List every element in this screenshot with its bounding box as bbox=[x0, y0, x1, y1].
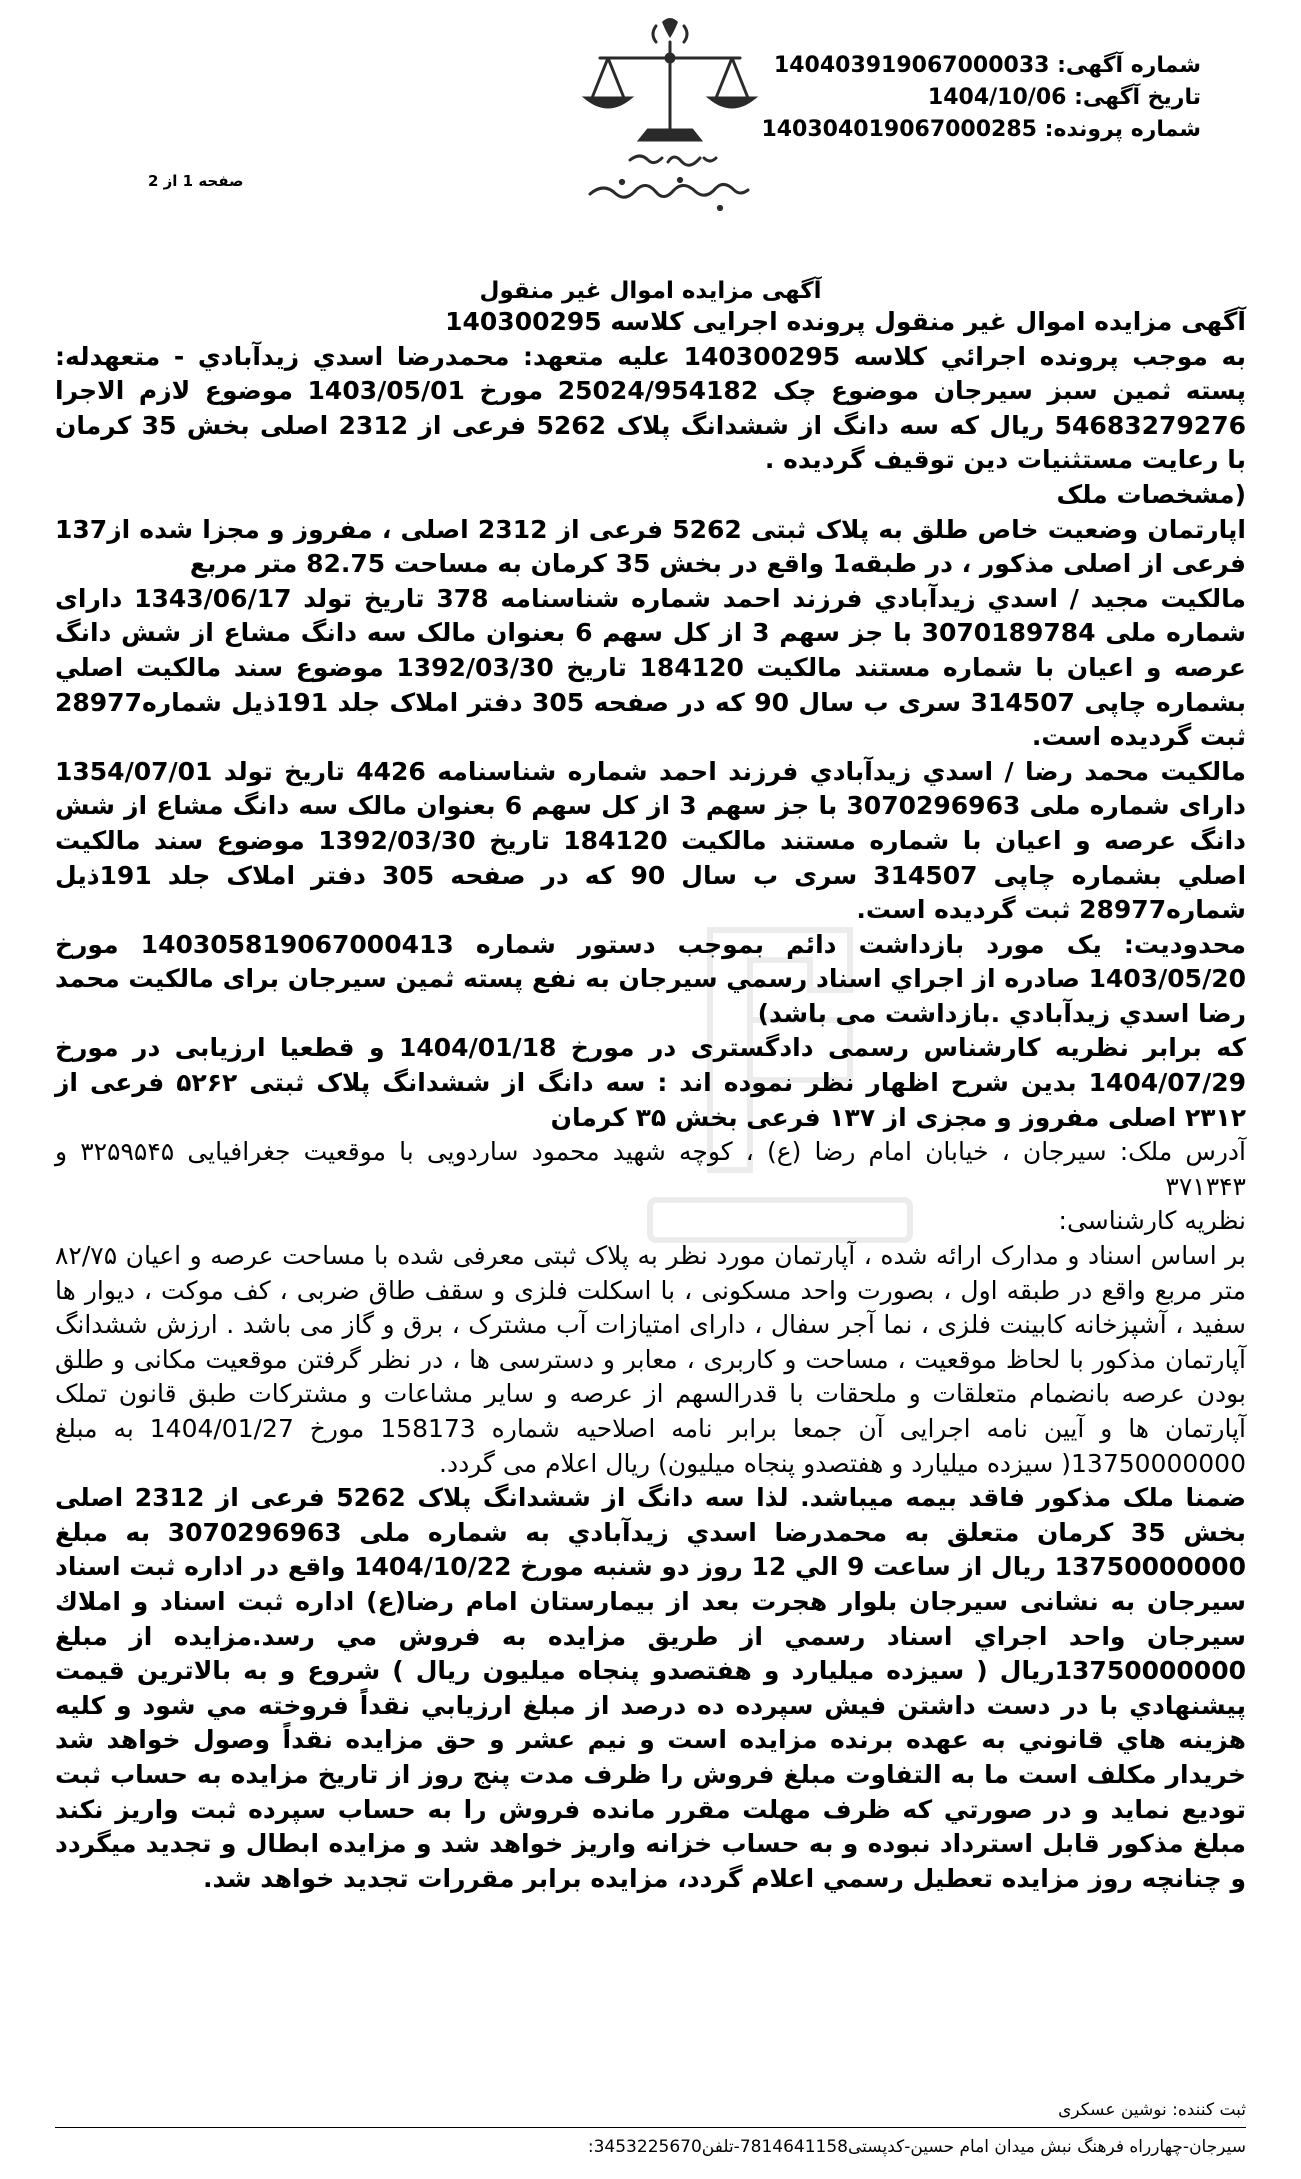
page-indicator: صفحه 1 از 2 bbox=[148, 172, 244, 190]
paragraph-apartment-status: اپارتمان وضعیت خاص طلق به پلاک ثبتی 5262 فرعی از 2312 اصلی ، مفروز و مجزا شده از137 فرعی از اصلی مذکور ، در طبقه1 واقع در بخش 35 کرمان به مساحت 82.75 متر مربع bbox=[55, 514, 1246, 579]
paragraph-property-heading: (مشخصات ملک bbox=[1056, 479, 1246, 509]
notice-number-row bbox=[741, 50, 1201, 82]
registrar-row bbox=[55, 2095, 1246, 2125]
notice-footer bbox=[55, 2095, 1246, 2162]
notice-date-row bbox=[741, 82, 1201, 114]
paragraph-auction-terms: ضمنا ملک مذکور فاقد بیمه میباشد. لذا سه دانگ از ششدانگ پلاک 5262 فرعی از 2312 اصلی بخش 35 کرمان متعلق به محمدرضا اسدي زيدآبادي به شماره ملی 3070296963 به مبلغ 13750000000 ریال از ساعت 9 الي 12 روز دو شنبه مورخ 1404/10/22 واقع در اداره ثبت اسناد سيرجان به نشانی سيرجان بلوار هجرت بعد از بيمارستان امام رضا(ع) اداره ثبت اسناد و املاك سيرجان واحد اجراي اسناد رسمي از طريق مزايده به فروش مي رسد.مزايده از مبلغ 13750000000ريال ( سیزده میلیارد و هفتصدو پنجاه میلیون ریال ) شروع و به بالاترين قيمت پيشنهادي با در دست داشتن فيش سپرده ده درصد از مبلغ ارزيابي نقداً فروخته مي شود و كليه هزينه هاي قانوني به عهده برنده مزايده است و نيم عشر و حق مزايده نقداً وصول خواهد شد خريدار مكلف است ما به التفاوت مبلغ فروش را ظرف مدت پنج روز از تاريخ مزايده به حساب ثبت توديع نمايد و در صورتي كه ظرف مهلت مقرر مانده فروش را به حساب سپرده ثبت واريز نكند مبلغ مذكور قابل استرداد نبوده و به حساب خزانه واريز خواهد شد و مزايده ابطال و تجديد ميگردد و چنانچه روز مزايده تعطيل رسمي اعلام گردد، مزايده برابر مقررات تجديد خواهد شد. bbox=[55, 1483, 1246, 1893]
paragraph-owner-majid: مالکیت مجید / اسدي زيدآبادي فرزند احمد شماره شناسنامه 378 تاریخ تولد 1343/06/17 دارای شماره ملی 3070189784 با جز سهم 3 از کل سهم 6 بعنوان مالک سه دانگ مشاع از شش دانگ عرصه و اعیان با شماره مستند مالکیت 184120 تاریخ 1392/03/30 موضوع سند مالکیت اصلي بشماره چاپی 314507 سری ب سال 90 که در صفحه 305 دفتر املاک جلد 191ذیل شماره28977 ثبت گردیده است. bbox=[55, 583, 1247, 752]
notice-number: 140403919067000033 bbox=[773, 53, 1050, 78]
office-address: سیرجان-چهارراه فرهنگ نبش میدان امام حسین-کدپستی7814641158-تلفن3453225670: bbox=[587, 2137, 1246, 2157]
notice-title: آگهی مزایده اموال غیر منقول bbox=[479, 278, 822, 304]
case-number-label: شماره پرونده: bbox=[1044, 117, 1201, 142]
paragraph-address: آدرس ملک: سیرجان ، خیابان امام رضا (ع) ، کوچه شهید محمود ساردویی با موقعیت جغرافیایی ۳۲۵۹۵۴۵ و ۳۷۱۳۴۳ bbox=[55, 1137, 1246, 1201]
registrar-label: ثبت کننده: bbox=[1172, 2100, 1246, 2120]
paragraph-case-heading: آگهی مزایده اموال غیر منقول پرونده اجرایی کلاسه 140300295 bbox=[445, 307, 1246, 336]
judiciary-scales-emblem-icon bbox=[560, 12, 780, 237]
paragraph-owner-mohammadreza: مالکیت محمد رضا / اسدي زيدآبادي فرزند احمد شماره شناسنامه 4426 تاریخ تولد 1354/07/01 دارای شماره ملی 3070296963 با جز سهم 3 از کل سهم 6 بعنوان مالک سه دانگ مشاع از شش دانگ عرصه و اعیان با شماره مستند مالکیت 184120 تاریخ 1392/03/30 موضوع سند مالکیت اصلي بشماره چاپی 314507 سری ب سال 90 که در صفحه 305 دفتر املاک جلد 191ذیل شماره28977 ثبت گردیده است. bbox=[55, 756, 1247, 925]
notice-metadata bbox=[741, 50, 1201, 146]
footer-divider bbox=[55, 2127, 1246, 2128]
notice-body bbox=[55, 305, 1246, 1896]
case-number: 140304019067000285 bbox=[761, 117, 1037, 142]
case-number-row bbox=[741, 114, 1201, 146]
registrar-name: نوشین عسکری bbox=[1058, 2100, 1167, 2120]
notice-date-label: تاریخ آگهی: bbox=[1074, 85, 1201, 110]
paragraph-restriction: محدوديت: یک مورد بازداشت دائم بموجب دستور شماره 140305819067000413 مورخ 1403/05/20 صادره از اجراي اسناد رسمي سيرجان به نفع پسته ثمين سيرجان برای مالکیت محمد رضا اسدي زيدآبادي .بازداشت می باشد) bbox=[55, 929, 1246, 1028]
paragraph-expert-opinion: بر اساس اسناد و مدارک ارائه شده ، آپارتمان مورد نظر به پلاک ثبتی معرفی شده با مساحت عرصه و اعیان ۸۲/۷۵ متر مربع واقع در طبقه اول ، بصورت واحد مسکونی ، با اسکلت فلزی و سقف طاق ضربی ، کف موکت ، دیوار ها سفید ، آشپزخانه کابینت فلزی ، نما آجر سفال ، دارای امتیازات آب مشترک ، برق و گاز می باشد . ارزش ششدانگ آپارتمان مذکور با لحاظ موقعیت ، مساحت و کاربری ، معابر و دسترسی ها ، در نظر گرفتن موقعیت مکانی و طلق بودن عرصه بانضمام متعلقات و ملحقات با قدرالسهم از عرصه و سایر مشاعات و مشترکات طبق قانون تملک آپارتمان ها و آیین نامه اجرایی آن جمعا برابر نامه اصلاحیه شماره 158173 مورخ 1404/01/27 به مبلغ 13750000000( سیزده میلیارد و هفتصدو پنجاه میلیون) ریال اعلام می گردد. bbox=[55, 1241, 1246, 1478]
paragraph-expert-heading: نظریه کارشناسی: bbox=[1058, 1206, 1246, 1236]
notice-number-label: شماره آگهی: bbox=[1057, 53, 1201, 78]
notice-date: 1404/10/06 bbox=[927, 85, 1067, 110]
paragraph-seizure: به موجب پرونده اجرائي كلاسه 140300295 عليه متعهد: محمدرضا اسدي زيدآبادي - متعهدله: پسته ثمين سبز سيرجان موضوع چک 25024/954182 مورخ 1403/05/01 موضوع لازم الاجرا 54683279276 ريال که سه دانگ از ششدانگ پلاک 5262 فرعی از 2312 اصلی بخش 35 کرمان با رعایت مستثنیات دین توقیف گردیده . bbox=[55, 341, 1247, 475]
paragraph-expert-date: که برابر نظریه کارشناس رسمی دادگستری در مورخ 1404/01/18 و قطعیا ارزیابی در مورخ 1404/07/29 بدین شرح اظهار نظر نموده اند : سه دانگ از ششدانگ پلاک ثبتی ۵۲۶۲ فرعی از ۲۳۱۲ اصلی مفروز و مجزی از ۱۳۷ فرعی بخش ۳۵ کرمان bbox=[55, 1033, 1246, 1132]
